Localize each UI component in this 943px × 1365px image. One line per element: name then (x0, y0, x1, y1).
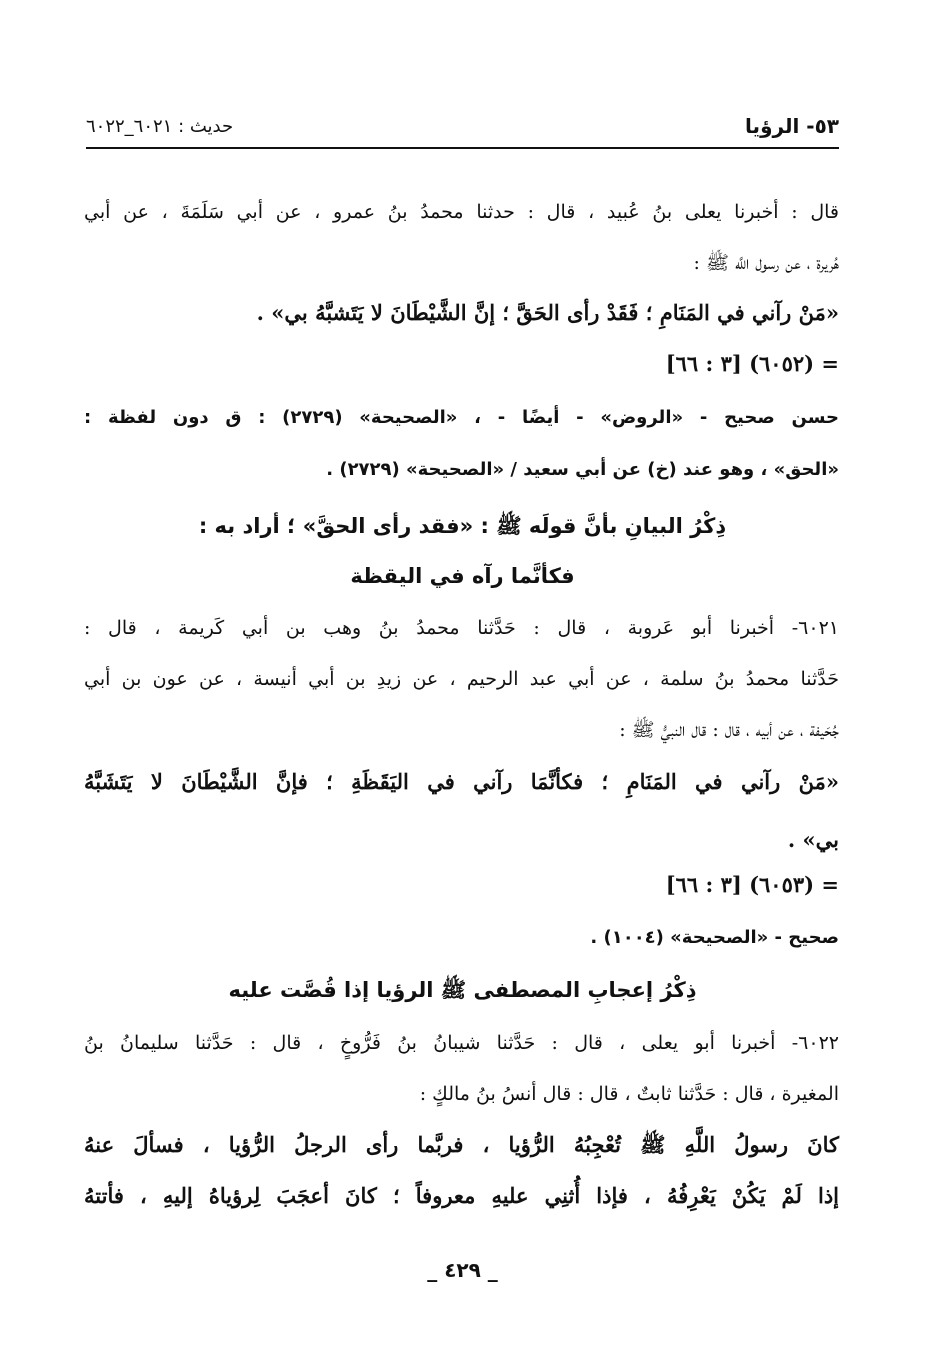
chapter-title: ٥٣- الرؤيا (745, 114, 839, 138)
isnad-line: ٦٠٢٢- أخبرنا أبو يعلى ، قال : حَدَّثنا شيبانُ بنُ فَرُّوخٍ ، قال : حَدَّثنا سليمانُ بنُ (84, 1032, 839, 1054)
isnad-line: جُحَيفة ، عن أبيه ، قال : قال النبيُّ ﷺ : (619, 719, 839, 741)
grading-note: «الحق» ، وهو عند (خ) عن أبي سعيد / «الصحيحة» (٢٧٢٩) . (326, 459, 839, 480)
cross-reference: = (٦٠٥٢) [٣ : ٦٦] (665, 351, 839, 376)
hadith-text: بي» . (787, 827, 839, 852)
hadith-range: حديث : ٦٠٢١_٦٠٢٢ (86, 115, 234, 137)
hadith-text: «مَنْ رآني في المَنَامِ ؛ فَقَدْ رأى الحَقَّ ؛ إنَّ الشَّيْطَانَ لا يَتَشبَّهُ بي» . (256, 300, 839, 325)
text-line: قال : أخبرنا يعلى بنُ عُبيد ، قال : حدثنا محمدُ بنُ عمرو ، عن أبي سَلَمَةَ ، عن أبي (84, 201, 839, 223)
hadith-text: إذا لَمْ يَكُنْ يَعْرِفُهُ ، فإذا أُثنِي عليهِ معروفاً ؛ كانَ أعجَبَ لِرؤياهُ إليهِ ، فأتتهُ (84, 1183, 839, 1208)
section-heading: ذِكْرُ إعجابِ المصطفى ﷺ الرؤيا إذا قُصَّت عليه (228, 978, 697, 1002)
hadith-text: «مَنْ رآني في المَنَامِ ؛ فكأنَّمَا رآني في اليَقَظَةِ ؛ فإنَّ الشَّيْطَانَ لا يَتَشَبَّهُ (84, 769, 839, 794)
grading-note: صحيح - «الصحيحة» (١٠٠٤) . (590, 927, 839, 948)
running-header (86, 108, 839, 144)
hadith-text: كانَ رسولُ اللَّهِ ﷺ تُعْجِبُهُ الرُّؤيا ، فربَّما رأى الرجلُ الرُّؤيا ، فسألَ عنهُ (84, 1132, 839, 1157)
text-line: هُريرة ، عن رسول اللَّه ﷺ : (693, 252, 839, 274)
isnad-line: ٦٠٢١- أخبرنا أبو عَروبة ، قال : حَدَّثنا محمدُ بنُ وهب بن أبي كَريمة ، قال : (84, 617, 839, 639)
isnad-line: المغيرة ، قال : حَدَّثنا ثابتٌ ، قال : قال أنسُ بنُ مالكٍ : (419, 1083, 839, 1105)
cross-reference: = (٦٠٥٣) [٣ : ٦٦] (665, 872, 839, 897)
page-number: _ ٤٢٩ _ (427, 1258, 498, 1282)
section-heading: ذِكْرُ البيانِ بأنَّ قولَه ﷺ : «فقد رأى الحقَّ» ؛ أراد به : (198, 514, 727, 538)
isnad-line: حَدَّثنا محمدُ بنُ سلمة ، عن أبي عبد الرحيم ، عن زيدِ بن أبي أنيسة ، عن عون بن أبي (84, 668, 839, 690)
section-heading: فكأنَّما رآه في اليقظة (350, 564, 575, 588)
grading-note: حسن صحيح - «الروض» - أيضًا - ، «الصحيحة» (٢٧٢٩) : ق دون لفظة : (84, 407, 839, 428)
header-rule (86, 147, 839, 149)
